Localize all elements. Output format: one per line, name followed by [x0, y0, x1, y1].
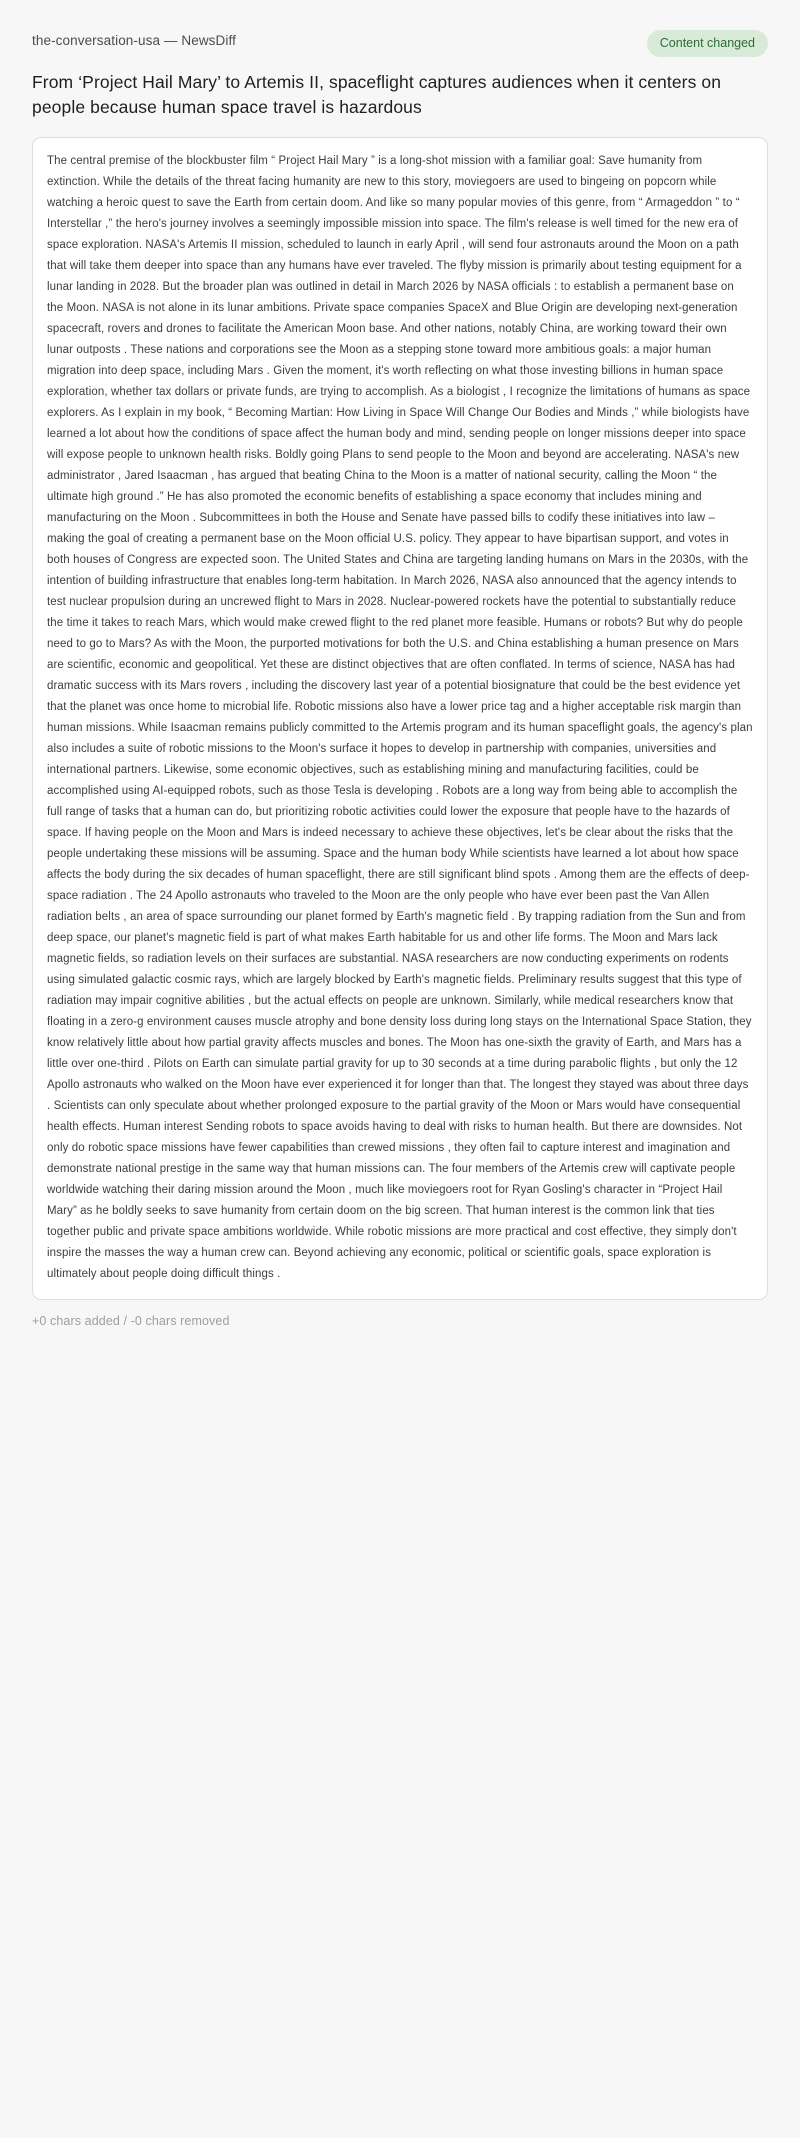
page-header — [32, 30, 768, 57]
article-title: From ‘Project Hail Mary’ to Artemis II, spaceflight captures audiences when it centers on people because human space travel is hazardous — [32, 71, 722, 117]
content-changed-badge: Content changed — [647, 30, 768, 57]
source-label: the-conversation-usa — NewsDiff — [32, 33, 236, 48]
article-card — [32, 137, 768, 1300]
article-body-text: The central premise of the blockbuster film “ Project Hail Mary ” is a long-shot mission with a familiar goal: Save humanity from extinction. While the details of the threat facing humanity are new to this story, moviegoers are used to bingeing on popcorn while watching a heroic quest to save the Earth from certain doom. And like so many popular movies of this genre, from “ Armageddon ” to “ Interstellar ,” the hero's journey involves a seemingly impossible mission into space. The film's release is well timed for the new era of space exploration. NASA's Artemis II mission, scheduled to launch in early April , will send four astronauts around the Moon on a path that will take them deeper into space than any humans have ever traveled. The flyby mission is primarily about testing equipment for a lunar landing in 2028. But the broader plan was outlined in detail in March 2026 by NASA officials : to establish a permanent base on the Moon. NASA is not alone in its lunar ambitions. Private space companies SpaceX and Blue Origin are developing next-generation spacecraft, rovers and drones to facilitate the American Moon base. And other nations, notably China, are working toward their own lunar outposts . These nations and corporations see the Moon as a stepping stone toward more ambitious goals: a major human migration into deep space, including Mars . Given the moment, it's worth reflecting on what those investing billions in human space exploration, whether tax dollars or private funds, are trying to accomplish. As a biologist , I recognize the limitations of humans as space explorers. As I explain in my book, “ Becoming Martian: How Living in Space Will Change Our Bodies and Minds ,” while biologists have learned a lot about how the conditions of space affect the human body and mind, sending people on longer missions deeper into space will expose people to unknown health risks. Boldly going Plans to send people to the Moon and beyond are accelerating. NASA's new administrator , Jared Isaacman , has argued that beating China to the Moon is a matter of national security, calling the Moon “ the ultimate high ground .” He has also promoted the economic benefits of establishing a space economy that includes mining and manufacturing on the Moon . Subcommittees in both the House and Senate have passed bills to codify these initiatives into law – making the goal of creating a permanent base on the Moon official U.S. policy. They appear to have bipartisan support, and votes in both houses of Congress are expected soon. The United States and China are targeting landing humans on Mars in the 2030s, with the intention of building infrastructure that enables long-term habitation. In March 2026, NASA also announced that the agency intends to test nuclear propulsion during an uncrewed flight to Mars in 2028. Nuclear-powered rockets have the potential to substantially reduce the time it takes to reach Mars, which would make crewed flight to the red planet more feasible. Humans or robots? But why do people need to go to Mars? As with the Moon, the purported motivations for both the U.S. and China establishing a human presence on Mars are scientific, economic and geopolitical. Yet these are distinct objectives that are often conflated. In terms of science, NASA has had dramatic success with its Mars rovers , including the discovery last year of a potential biosignature that could be the best evidence yet that the planet was once home to microbial life. Robotic missions also have a lower price tag and a higher acceptable risk margin than human missions. While Isaacman remains publicly committed to the Artemis program and its human spaceflight goals, the agency's plan also includes a suite of robotic missions to the Moon's surface it hopes to develop in partnership with companies, universities and international partners. Likewise, some economic objectives, such as establishing mining and manufacturing facilities, could be accomplished using AI-equipped robots, such as those Tesla is developing . Robots are a long way from being able to accomplish the full range of tasks that a human can do, but prioritizing robotic activities could lower the exposure that people have to the hazards of space. If having people on the Moon and Mars is indeed necessary to achieve these objectives, let's be clear about the risks that the people undertaking these missions will be assuming. Space and the human body While scientists have learned a lot about how space affects the body during the six decades of human spaceflight, there are still significant blind spots . Among them are the effects of deep-space radiation . The 24 Apollo astronauts who traveled to the Moon are the only people who have ever been past the Van Allen radiation belts , an area of space surrounding our planet formed by Earth's magnetic field . By trapping radiation from the Sun and from deep space, our planet's magnetic field is part of what makes Earth habitable for us and other life forms. The Moon and Mars lack magnetic fields, so radiation levels on their surfaces are substantial. NASA researchers are now conducting experiments on rodents using simulated galactic cosmic rays, which are largely blocked by Earth's magnetic fields. Preliminary results suggest that this type of radiation may impair cognitive abilities , but the actual effects on people are unknown. Similarly, while medical researchers know that floating in a zero-g environment causes muscle atrophy and bone density loss during long stays on the International Space Station, they know relatively little about how partial gravity affects muscles and bones. The Moon has one-sixth the gravity of Earth, and Mars has a little over one-third . Pilots on Earth can simulate partial gravity for up to 30 seconds at a time during parabolic flights , but only the 12 Apollo astronauts who walked on the Moon have ever experienced it for longer than that. The longest they stayed was about three days . Scientists can only speculate about whether prolonged exposure to the partial gravity of the Moon or Mars would have consequential health effects. Human interest Sending robots to space avoids having to deal with risks to human health. But there are downsides. Not only do robotic space missions have fewer capabilities than crewed missions , they often fail to capture interest and imagination and demonstrate national prestige in the same way that human missions can. The four members of the Artemis crew will captivate people worldwide watching their daring mission around the Moon , much like moviegoers root for Ryan Gosling's character in “Project Hail Mary” as he boldly seeks to save humanity from certain doom on the big screen. That human interest is the common link that ties together public and private space ambitions worldwide. While robotic missions are more practical and cost effective, they simply don't inspire the masses the way a human crew can. Beyond achieving any economic, political or scientific goals, space exploration is ultimately about people doing difficult things . — [47, 155, 756, 1281]
diff-summary: +0 chars added / -0 chars removed — [32, 1314, 230, 1329]
